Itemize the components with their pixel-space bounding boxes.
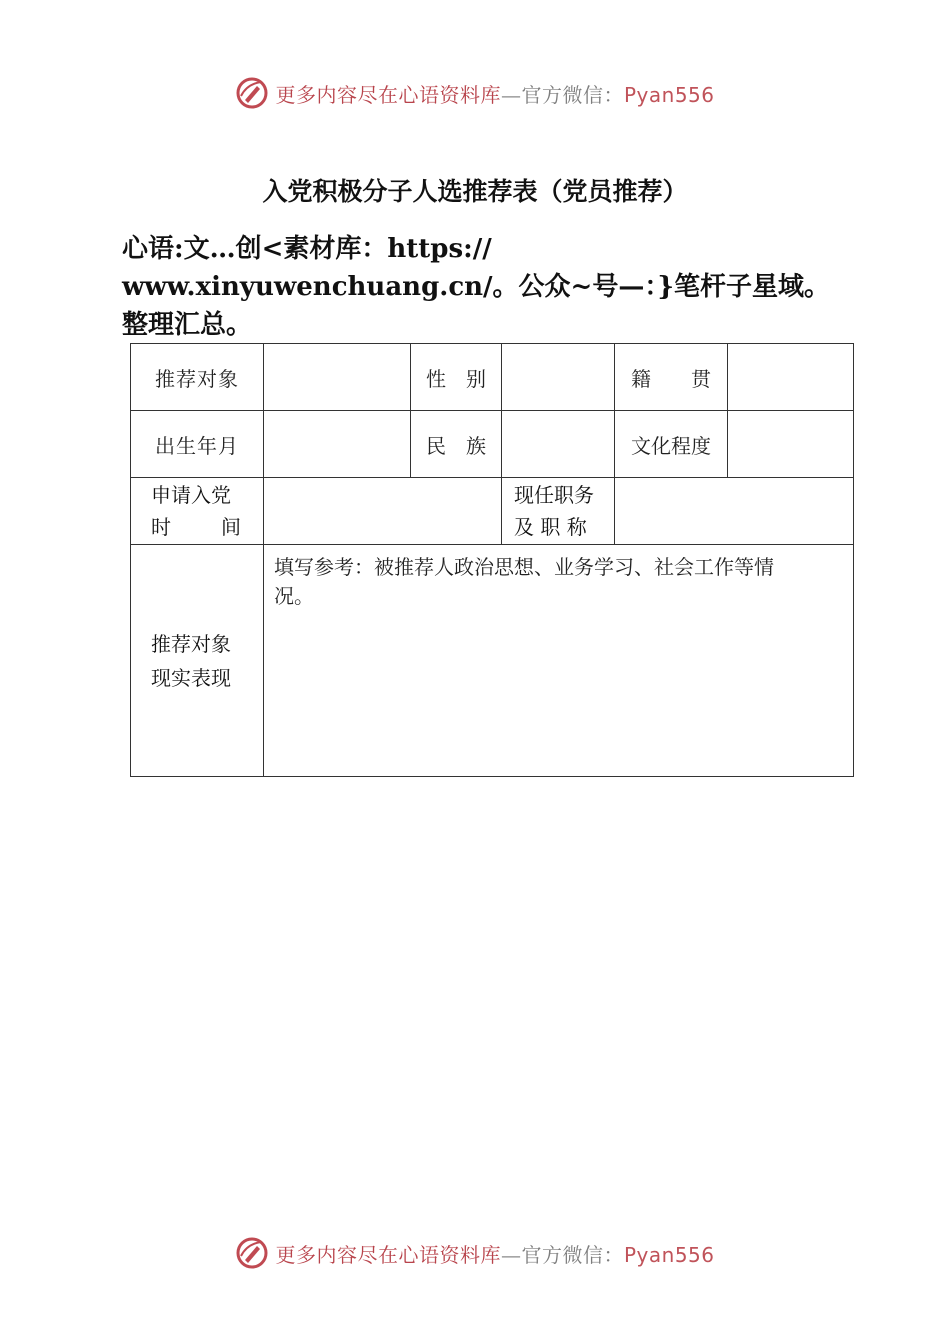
table-row (131, 411, 854, 478)
banner-text (275, 1239, 714, 1268)
intro-line-2: www.xinyuwenchuang.cn/。公众~号—：}笔杆子星域。 (122, 272, 831, 302)
application-date-field[interactable] (264, 478, 502, 545)
application-date-label-char2: 间 (221, 515, 241, 539)
banner-slogan: 更多内容尽在心语资料库 (275, 1242, 501, 1267)
application-date-label (131, 478, 264, 545)
banner-dash: — (500, 1242, 522, 1267)
performance-label-line2: 现实表现 (151, 665, 231, 690)
application-date-label-line1: 申请入党 (151, 483, 231, 507)
document-title: 入党积极分子人选推荐表（党员推荐） (262, 177, 688, 206)
table-row (131, 478, 854, 545)
performance-label (131, 545, 264, 777)
nominee-field[interactable] (264, 344, 411, 411)
gender-label: 性 别 (411, 344, 502, 411)
education-label: 文化程度 (615, 411, 728, 478)
current-position-field[interactable] (615, 478, 854, 545)
banner-text (275, 79, 714, 108)
native-place-label: 籍 贯 (615, 344, 728, 411)
intro-line-1: 心语:文…创<素材库：https:// (122, 234, 492, 264)
birth-date-label: 出生年月 (131, 411, 264, 478)
application-date-label-char1: 时 (151, 515, 171, 539)
application-date-label-line2 (151, 511, 241, 543)
table-row (131, 545, 854, 777)
banner-wechat-id: Pyan556 (623, 82, 715, 107)
nominee-label: 推荐对象 (131, 344, 264, 411)
ethnicity-field[interactable] (502, 411, 615, 478)
header-banner (0, 73, 950, 113)
ethnicity-label: 民 族 (411, 411, 502, 478)
education-field[interactable] (728, 411, 854, 478)
gender-field[interactable] (502, 344, 615, 411)
birth-date-field[interactable] (264, 411, 411, 478)
footer-banner (0, 1233, 950, 1273)
banner-dash: — (500, 82, 522, 107)
table-row (131, 344, 854, 411)
performance-label-line1: 推荐对象 (151, 631, 231, 656)
banner-wechat-id: Pyan556 (623, 1242, 715, 1267)
current-position-label-line2: 及 职 称 (514, 515, 587, 539)
native-place-field[interactable] (728, 344, 854, 411)
pen-nib-logo-icon (235, 1236, 269, 1270)
banner-wechat-label: 官方微信： (521, 82, 624, 107)
performance-reference-text: 填写参考：被推荐人政治思想、业务学习、社会工作等情况。 (274, 555, 774, 608)
banner-slogan: 更多内容尽在心语资料库 (275, 82, 501, 107)
intro-paragraph (122, 230, 882, 344)
current-position-label (502, 478, 615, 545)
recommendation-form-table (130, 343, 854, 777)
current-position-label-line1: 现任职务 (514, 483, 594, 507)
pen-nib-logo-icon (235, 76, 269, 110)
banner-wechat-label: 官方微信： (521, 1242, 624, 1267)
performance-field[interactable] (264, 545, 854, 777)
intro-line-3: 整理汇总。 (122, 310, 253, 340)
